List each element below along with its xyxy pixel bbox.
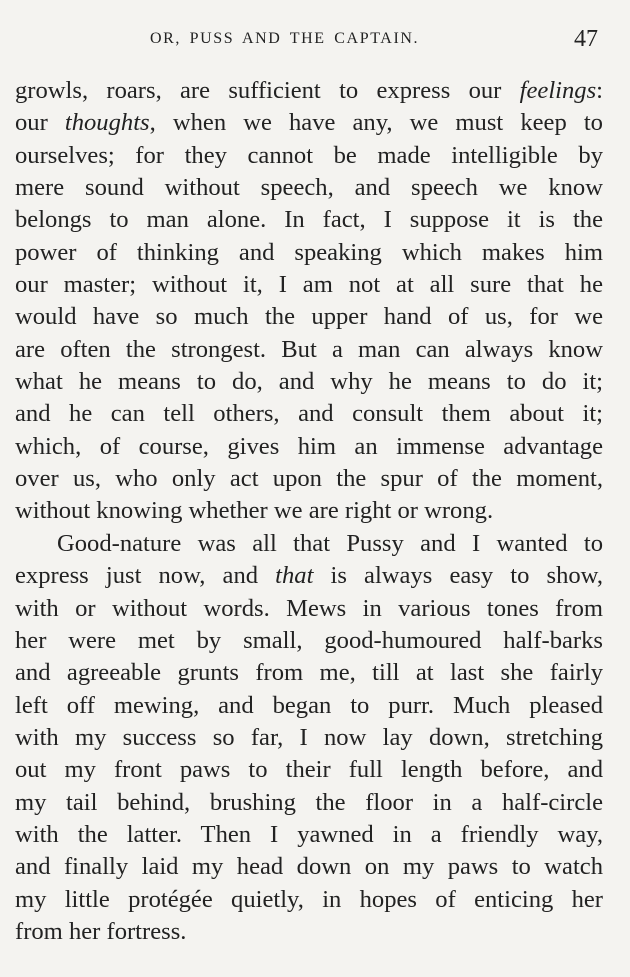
text-line: power of thinking and speaking which makes him xyxy=(15,238,603,266)
text-line: what he means to do, and why he means to do it; xyxy=(15,368,603,396)
text-line: which, of course, gives him an immense advantage xyxy=(15,432,603,460)
text-line: ourselves; for they cannot be made intelligible by xyxy=(15,141,603,169)
text-line: our thoughts, when we have any, we must keep to xyxy=(15,109,603,137)
text-line: are often the strongest. But a man can always know xyxy=(15,335,603,363)
text-line: and he can tell others, and consult them about it; xyxy=(15,400,603,428)
text-line: over us, who only act upon the spur of the moment, xyxy=(15,465,603,493)
text-line: with or without words. Mews in various tones from xyxy=(15,594,603,622)
body-text xyxy=(15,75,603,948)
paragraph-end-line: without knowing whether we are right or wrong. xyxy=(15,497,494,525)
text-line: our master; without it, I am not at all sure that he xyxy=(15,271,603,299)
text-line: mere sound without speech, and speech we know xyxy=(15,174,603,202)
text-line: her were met by small, good-humoured half-barks xyxy=(15,626,603,654)
text-line: with the latter. Then I yawned in a friendly way, xyxy=(15,820,603,848)
text-line: growls, roars, are sufficient to express our feelings: xyxy=(15,77,603,104)
text-line: express just now, and that is always easy to show, xyxy=(15,562,603,590)
page-number: 47 xyxy=(574,26,598,52)
text-line: out my front paws to their full length before, and xyxy=(15,756,603,784)
text-line: would have so much the upper hand of us, for we xyxy=(15,303,603,331)
paragraph-end-line: from her fortress. xyxy=(15,917,187,945)
paragraph-start-line: Good-nature was all that Pussy and I wanted to xyxy=(57,529,603,557)
running-head xyxy=(0,26,630,56)
text-line: my tail behind, brushing the floor in a half-circle xyxy=(15,788,603,816)
text-line: and agreeable grunts from me, till at last she fairly xyxy=(15,659,603,687)
text-line: belongs to man alone. In fact, I suppose it is the xyxy=(15,206,603,234)
text-line: my little protégée quietly, in hopes of enticing her xyxy=(15,885,603,913)
text-line: left off mewing, and began to purr. Much pleased xyxy=(15,691,603,719)
text-line: with my success so far, I now lay down, stretching xyxy=(15,723,603,751)
running-title: OR, PUSS AND THE CAPTAIN. xyxy=(150,30,420,47)
text-line: and finally laid my head down on my paws to watch xyxy=(15,853,603,881)
